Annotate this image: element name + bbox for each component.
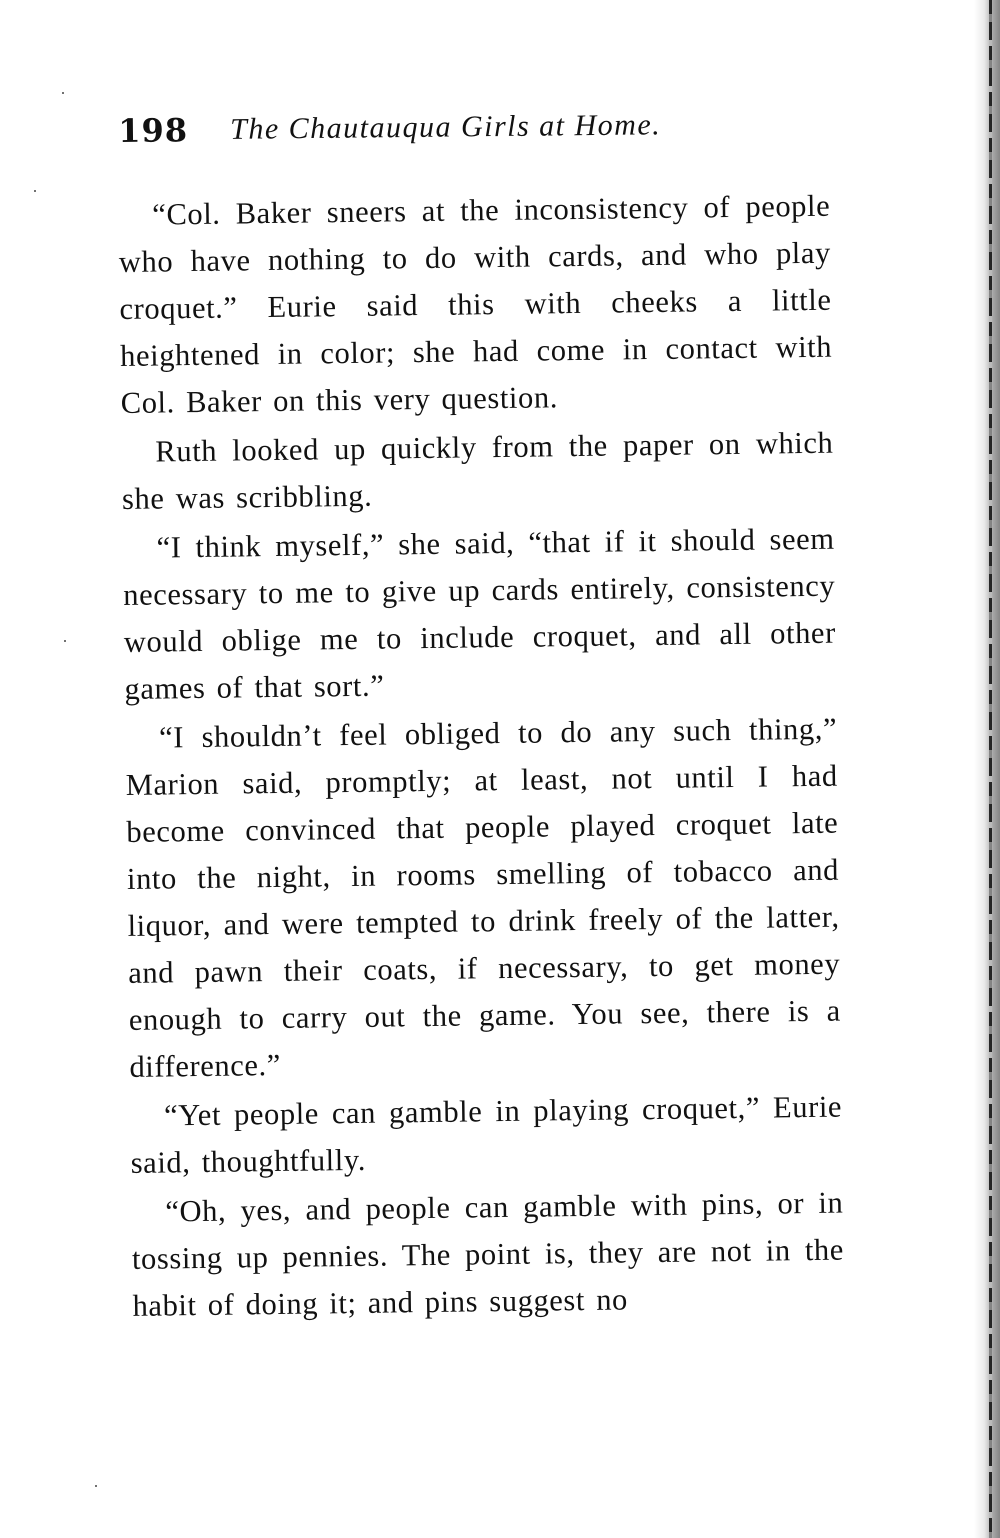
paragraph: “Yet people can gamble in playing croquet,” Eurie said, thoughtfully. <box>130 1089 843 1180</box>
paragraph: “Col. Baker sneers at the inconsistency of people who have nothing to do with cards, and who play croquet.” Eurie said this with cheeks a little heightened in color; she had come in contact with Col. Baker on this very question. <box>118 188 833 420</box>
page-number: 198 <box>118 111 189 150</box>
paragraph: “I think myself,” she said, “that if it should seem necessary to me to give up cards entirely, consistency would oblige me to include croquet, and all other games of that sort.” <box>123 521 837 706</box>
page-header <box>118 104 858 162</box>
scan-speck <box>95 1485 97 1487</box>
paragraph: “Oh, yes, and people can gamble with pins, or in tossing up pennies. The point is, they are not in the habit of doing it; and pins suggest no <box>131 1185 845 1323</box>
scan-speck <box>62 92 64 94</box>
scan-edge-line <box>989 0 992 1538</box>
scan-speck <box>34 190 36 192</box>
paragraph: “I shouldn’t feel obliged to do any such thing,” Marion said, promptly; at least, not until I had become convinced that people played croquet late into the night, in rooms smelling of tobacco and liquor, and were tempted to drink freely of the latter, and pawn their coats, if necessary, to get money enough to carry out the game. You see, there is a difference.” <box>125 711 841 1084</box>
scan-edge-shadow <box>974 0 1000 1538</box>
running-title: The Chautauqua Girls at Home. <box>230 108 662 146</box>
scan-speck <box>64 640 66 642</box>
paragraph: Ruth looked up quickly from the paper on which she was scribbling. <box>121 425 834 516</box>
body-text <box>118 183 845 1332</box>
